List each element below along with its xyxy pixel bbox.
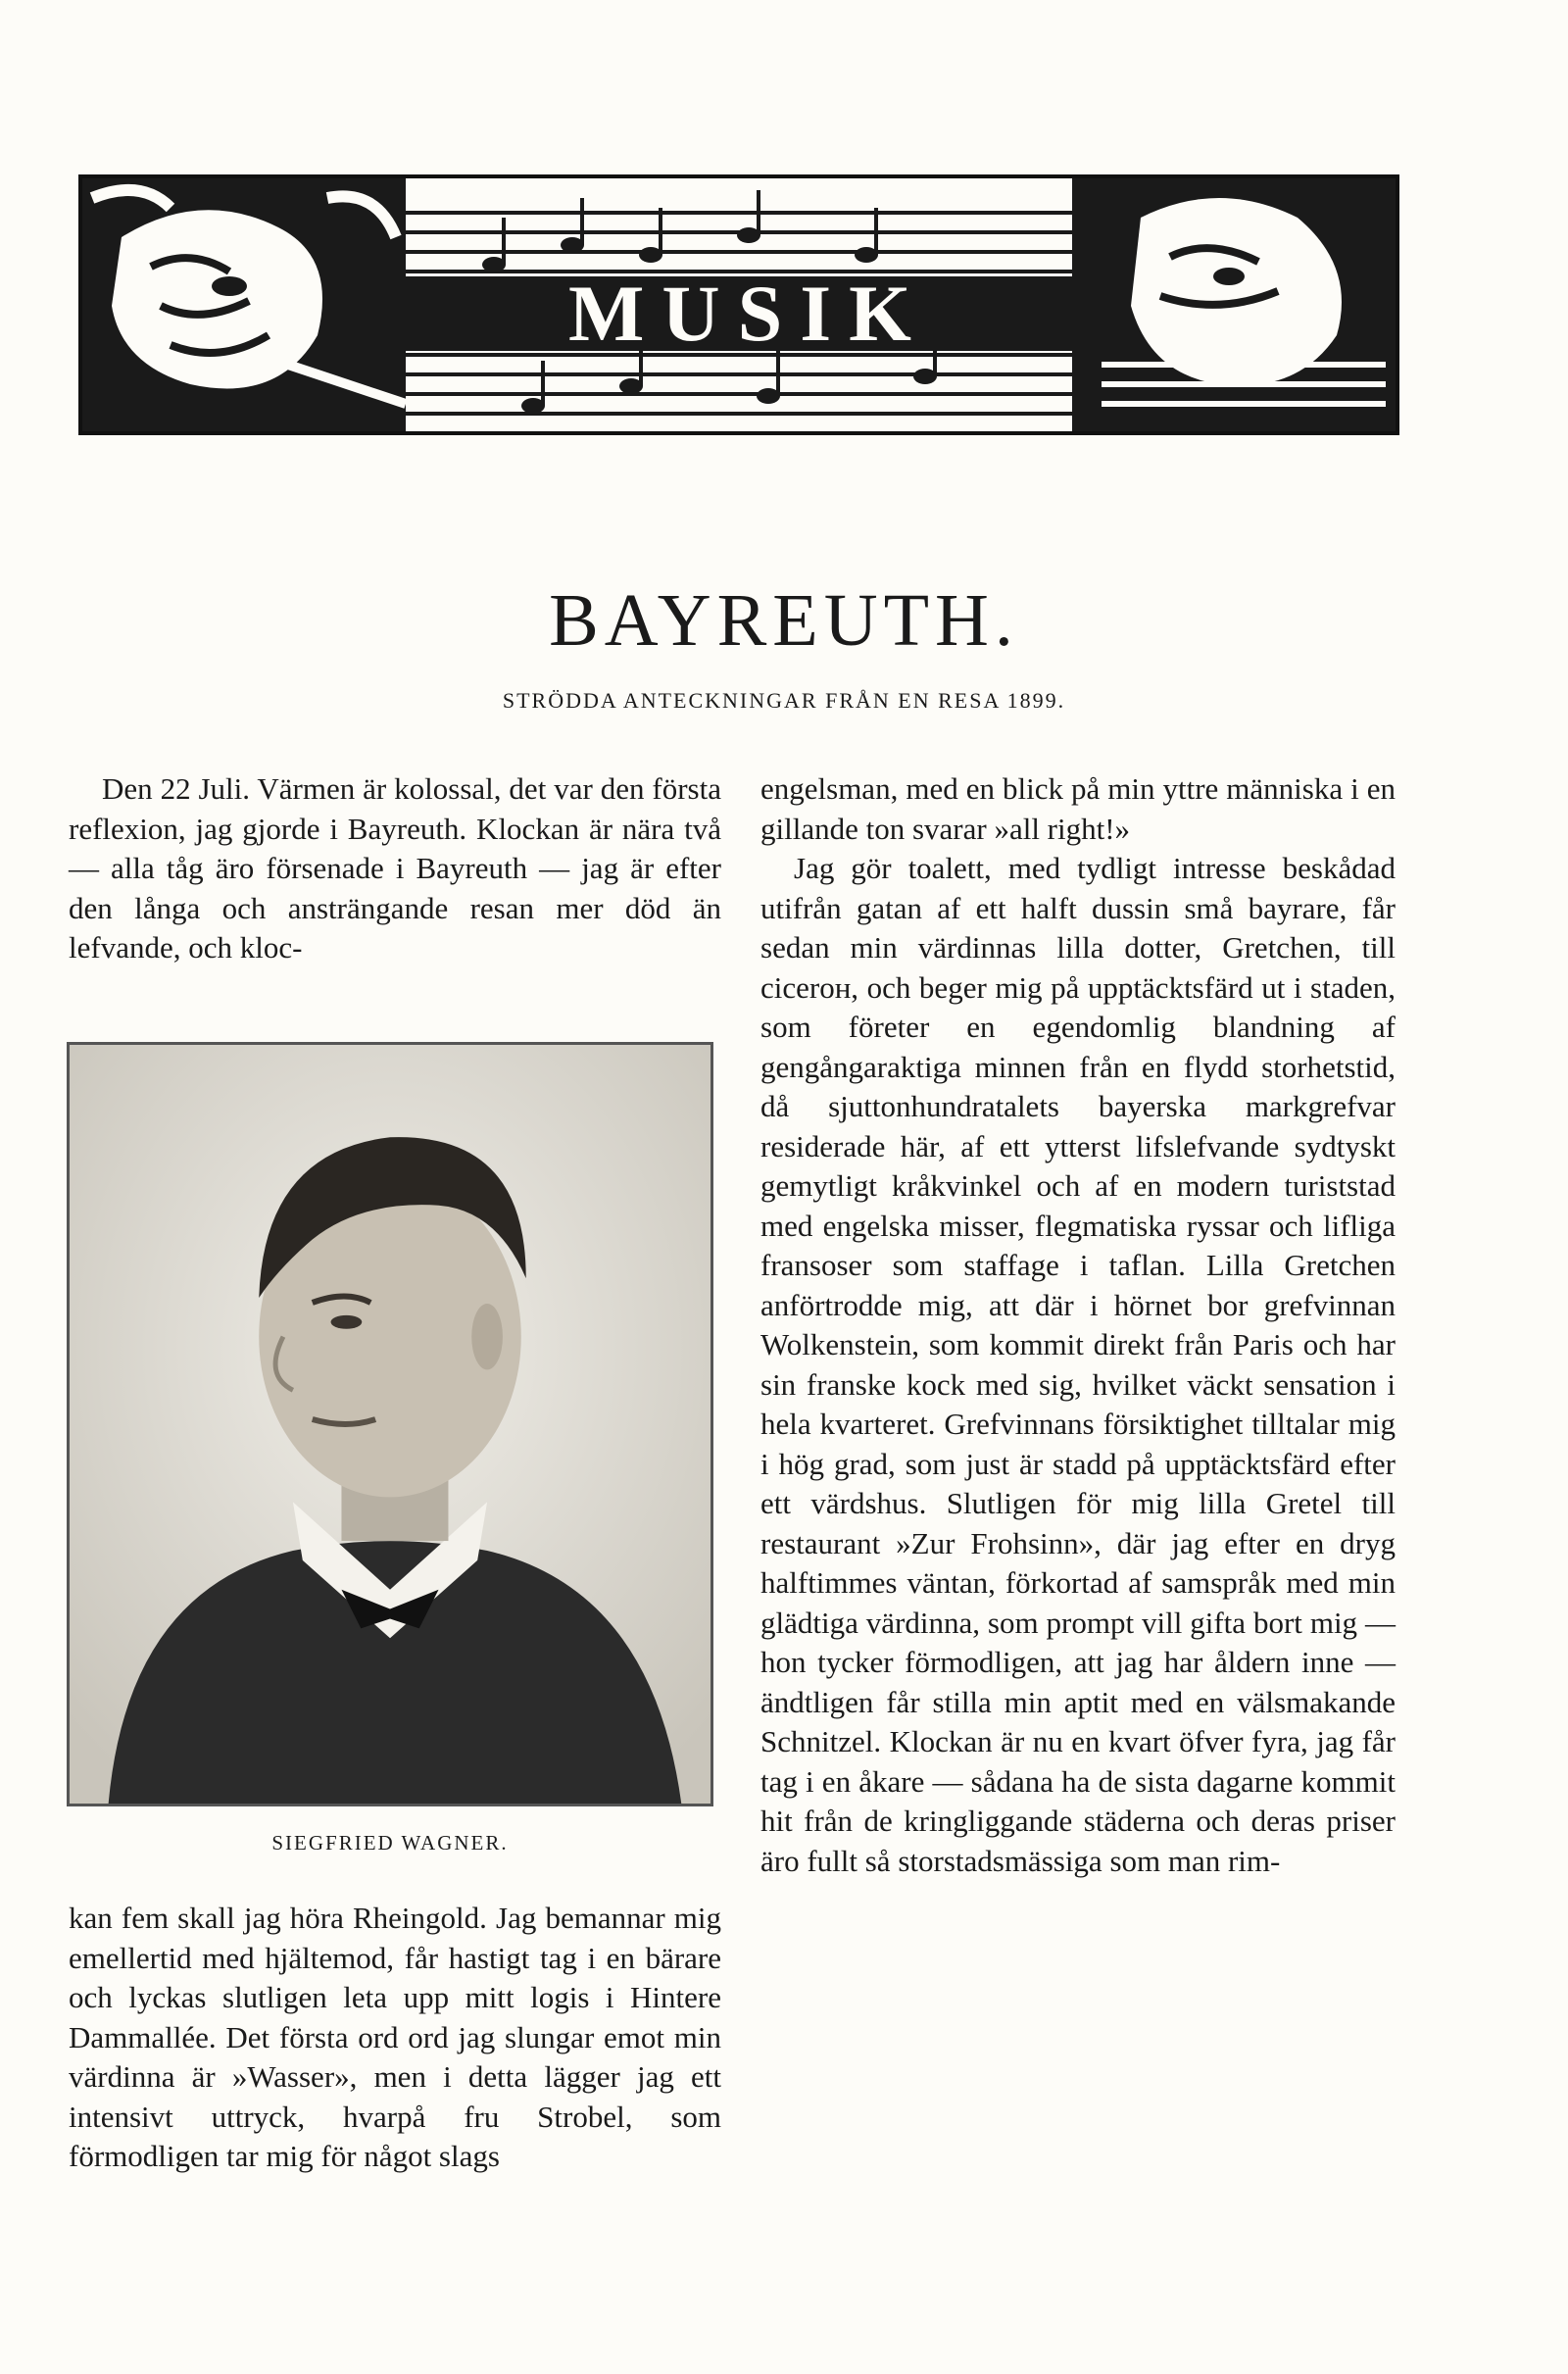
paragraph: engelsman, med en blick på min yttre människa i en gillande ton svarar »all right!»	[760, 771, 1396, 846]
photo-caption: SIEGFRIED WAGNER.	[271, 1831, 509, 1855]
left-column-bottom	[69, 1899, 721, 2177]
portrait-icon	[70, 1045, 710, 1804]
paragraph: Den 22 Juli. Värmen är kolossal, det var den första reflexion, jag gjorde i Bayreuth. Klockan är nära två — alla tåg äro försenade i Bayreuth — jag är efter den långa och ansträngande resan mer död än lefvande, och kloc-	[69, 771, 721, 964]
article-title: BAYREUTH.	[549, 579, 1019, 662]
portrait-photo	[67, 1042, 713, 1806]
paragraph: kan fem skall jag höra Rheingold. Jag bemannar mig emellertid med hjältemod, får hastigt tag i en bärare och lyckas slutligen leta upp mitt logis i Hintere Dammallée. Det första ord ord jag slungar emot min värdinna är »Wasser», men i detta lägger jag ett intensivt uttryck, hvarpå fru Strobel, som förmodligen tar mig för något slags	[69, 1901, 721, 2173]
left-column-top	[69, 769, 721, 968]
right-column	[760, 769, 1396, 1881]
music-banner	[78, 174, 1399, 435]
svg-text:MUSIK: MUSIK	[568, 269, 929, 358]
music-banner-icon	[82, 178, 1396, 431]
article-subtitle: STRÖDDA ANTECKNINGAR FRÅN EN RESA 1899.	[502, 688, 1066, 713]
paragraph: Jag gör toalett, med tydligt intresse beskådad utifrån gatan af ett halft dussin små bayrare, får sedan min värdinnas lilla dotter, Gretchen, till cicerон, och beger mig på upptäcktsfärd ut i staden, som företer en egendomlig blandning af gengångaraktiga minnen från en flydd storhetstid, då sjuttonhundratalets bayerska markgrefvar residerade här, af ett ytterst lifslefvande sydtyskt gemytligt kråkvinkel och af en modern turiststad med engelska misser, flegmatiska ryssar och lifliga fransoser som staffage i taflan. Lilla Gretchen anförtrodde mig, att där i hörnet bor grefvinnan Wolkenstein, som kommit direkt från Paris och har sin franske kock med sig, hvilket väckt sensation i hela kvarteret. Grefvinnans försiktighet tilltalar mig i hög grad, som just är stadd på upptäcktsfärd efter ett värdshus. Slutligen för mig lilla Gretel till restaurant »Zur Frohsinn», där jag efter en dryg halftimmes väntan, förkortad af samspråk med min glädtiga värdinna, som prompt vill gifta bort mig — hon tycker förmodligen, att jag har åldern inne — ändtligen får stilla min aptit med en välsmakande Schnitzel. Klockan är nu en kvart öfver fyra, jag får tag i en åkare — sådana ha de sista dagarne kommit hit från de kringliggande städerna och deras priser äro fullt så storstadsmässiga som man rim-	[760, 851, 1396, 1878]
